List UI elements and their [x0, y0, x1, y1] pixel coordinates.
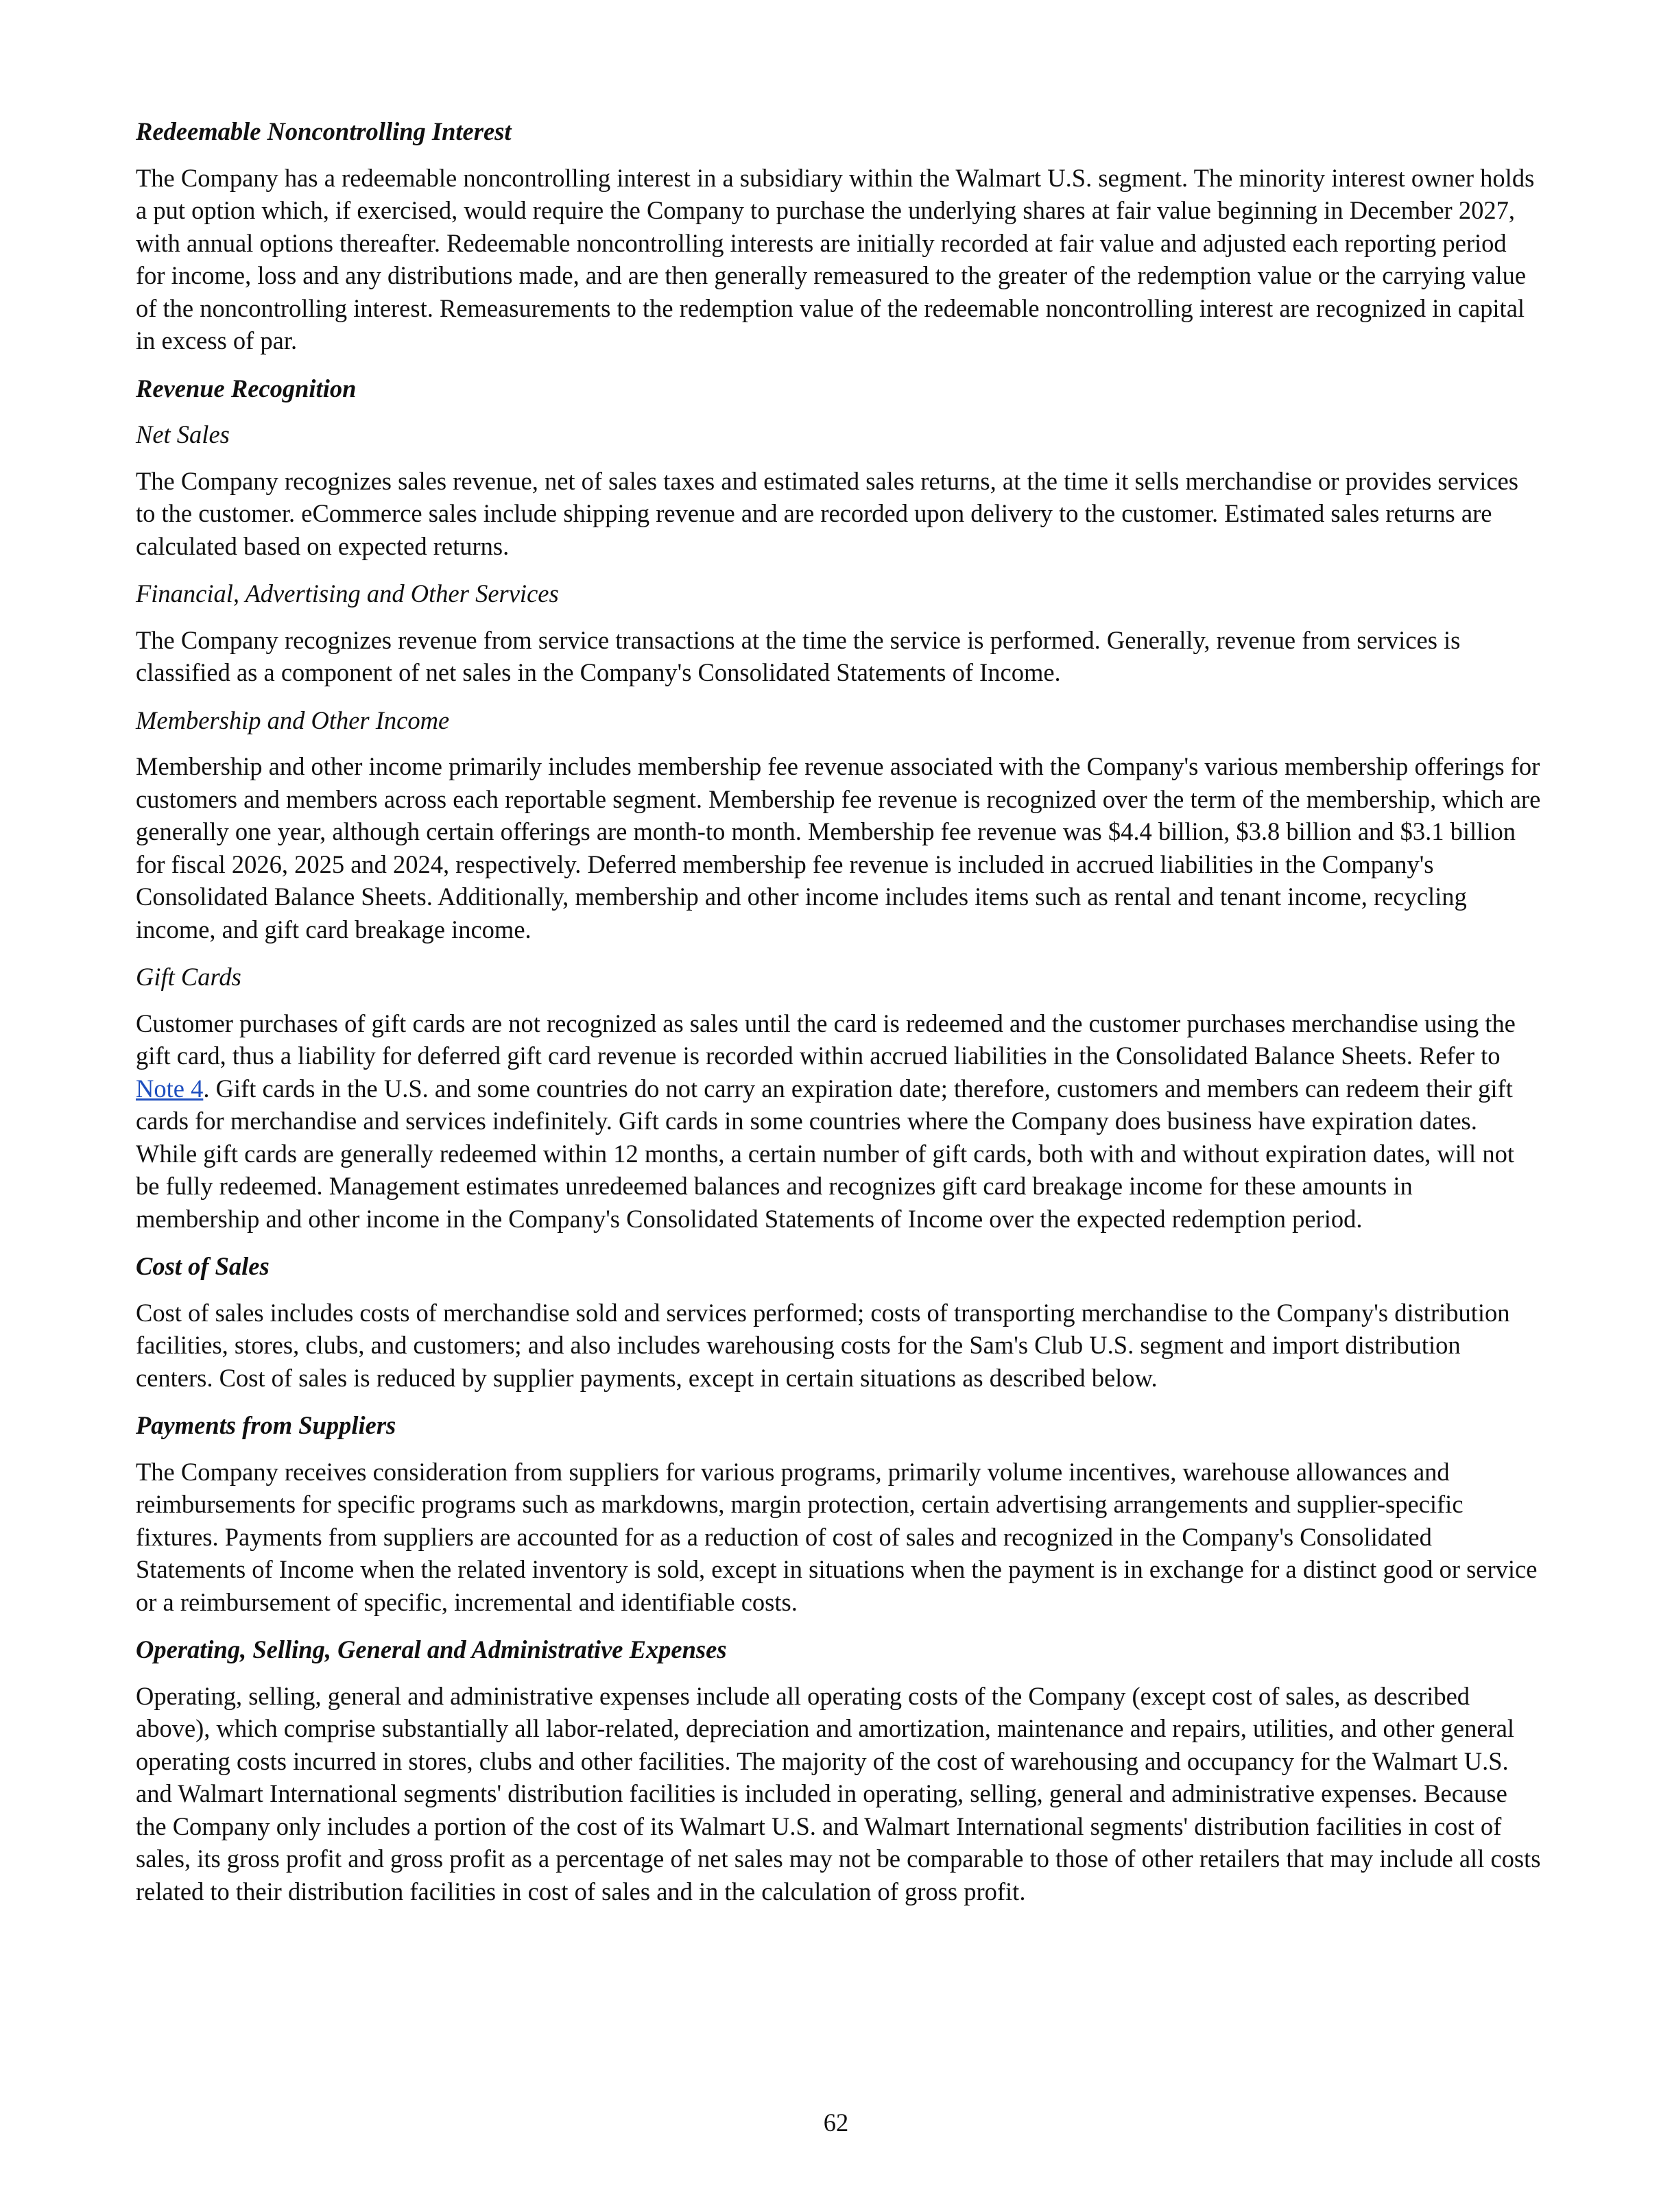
paragraph: Operating, selling, general and administrative expenses include all operating costs of the Company (except cost of sales, as described above), which comprise substantially all labor-related, depreciation and amortization, maintenance and repairs, utilities, and other general operating costs incurred in stores, clubs and other facilities. The majority of the cost of warehousing and occupancy for the Walmart U.S. and Walmart International segments' distribution facilities is included in operating, selling, general and administrative expenses. Because the Company only includes a portion of the cost of its Walmart U.S. and Walmart International segments' distribution facilities in cost of sales, its gross profit and gross profit as a percentage of net sales may not be comparable to those of other retailers that may include all costs related to their distribution facilities in cost of sales and in the calculation of gross profit. [136, 1681, 1541, 1906]
section-heading: Payments from Suppliers [136, 1411, 396, 1439]
paragraph: The Company recognizes sales revenue, net of sales taxes and estimated sales returns, at the time it sells merchandise or provides services to the customer. eCommerce sales include shipping revenue and are recorded upon delivery to the customer. Estimated sales returns are calculated based on expected returns. [136, 466, 1518, 560]
section-heading: Operating, Selling, General and Administrative Expenses [136, 1635, 727, 1663]
section-redeemable-noncontrolling-interest [136, 115, 1542, 357]
paragraph-gift-cards [136, 1007, 1542, 1236]
section-heading: Redeemable Noncontrolling Interest [136, 117, 512, 145]
paragraph: Cost of sales includes costs of merchandise sold and services performed; costs of transporting merchandise to the Company's distribution facilities, stores, clubs, and customers; and also includes warehousing costs for the Sam's Club U.S. segment and import distribution centers. Cost of sales is reduced by supplier payments, except in certain situations as described below. [136, 1298, 1510, 1392]
section-operating-expenses [136, 1633, 1542, 1908]
sub-heading-gift-cards: Gift Cards [136, 963, 241, 991]
paragraph: The Company recognizes revenue from service transactions at the time the service is performed. Generally, revenue from services is classified as a component of net sales in the Company's Consolidated Statements of Income. [136, 625, 1461, 686]
sub-heading-financial-services: Financial, Advertising and Other Services [136, 579, 559, 608]
section-heading: Revenue Recognition [136, 374, 357, 402]
note-4-link[interactable]: Note 4 [136, 1074, 204, 1103]
paragraph: Membership and other income primarily includes membership fee revenue associated with the Company's various membership offerings for customers and members across each reportable segment. Membership fee revenue is recognized over the term of the membership, which are generally one year, although certain offerings are month-to month. Membership fee revenue was $4.4 billion, $3.8 billion and $3.1 billion for fiscal 2026, 2025 and 2024, respectively. Deferred membership fee revenue is included in accrued liabilities in the Company's Consolidated Balance Sheets. Additionally, membership and other income includes items such as rental and tenant income, recycling income, and gift card breakage income. [136, 752, 1541, 943]
document-page [136, 115, 1542, 1923]
sub-heading-membership-income: Membership and Other Income [136, 706, 450, 734]
paragraph-text: Customer purchases of gift cards are not recognized as sales until the card is redeemed and the customer purchases merchandise using the gift card, thus a liability for deferred gift card revenue is recorded within accrued liabilities in the Consolidated Balance Sheets. Refer to [136, 1009, 1516, 1070]
section-payments-from-suppliers [136, 1409, 1542, 1618]
paragraph: The Company has a redeemable noncontrolling interest in a subsidiary within the Walmart U.S. segment. The minority interest owner holds a put option which, if exercised, would require the Company to purchase the underlying shares at fair value beginning in December 2027, with annual options thereafter. Redeemable noncontrolling interests are initially recorded at fair value and adjusted each reporting period for income, loss and any distributions made, and are then generally remeasured to the greater of the redemption value or the carrying value of the noncontrolling interest. Remeasurements to the redemption value of the redeemable noncontrolling interest are recognized in capital in excess of par. [136, 163, 1535, 354]
section-heading: Cost of Sales [136, 1252, 270, 1280]
sub-heading-net-sales: Net Sales [136, 420, 230, 448]
section-revenue-recognition [136, 372, 1542, 1236]
paragraph-text: . Gift cards in the U.S. and some countries do not carry an expiration date; therefore, customers and members can redeem their gift cards for merchandise and services indefinitely. Gift cards in some countries where the Company does business have expiration dates. While gift cards are generally redeemed within 12 months, a certain number of gift cards, both with and without expiration dates, will not be fully redeemed. Management estimates unredeemed balances and recognizes gift card breakage income for these amounts in membership and other income in the Company's Consolidated Statements of Income over the expected redemption period. [136, 1074, 1514, 1233]
section-cost-of-sales [136, 1250, 1542, 1394]
paragraph: The Company receives consideration from suppliers for various programs, primarily volume incentives, warehouse allowances and reimbursements for specific programs such as markdowns, margin protection, certain advertising arrangements and supplier-specific fixtures. Payments from suppliers are accounted for as a reduction of cost of sales and recognized in the Company's Consolidated Statements of Income when the related inventory is sold, except in situations when the payment is in exchange for a distinct good or service or a reimbursement of specific, incremental and identifiable costs. [136, 1457, 1538, 1616]
page-number: 62 [823, 2108, 849, 2137]
